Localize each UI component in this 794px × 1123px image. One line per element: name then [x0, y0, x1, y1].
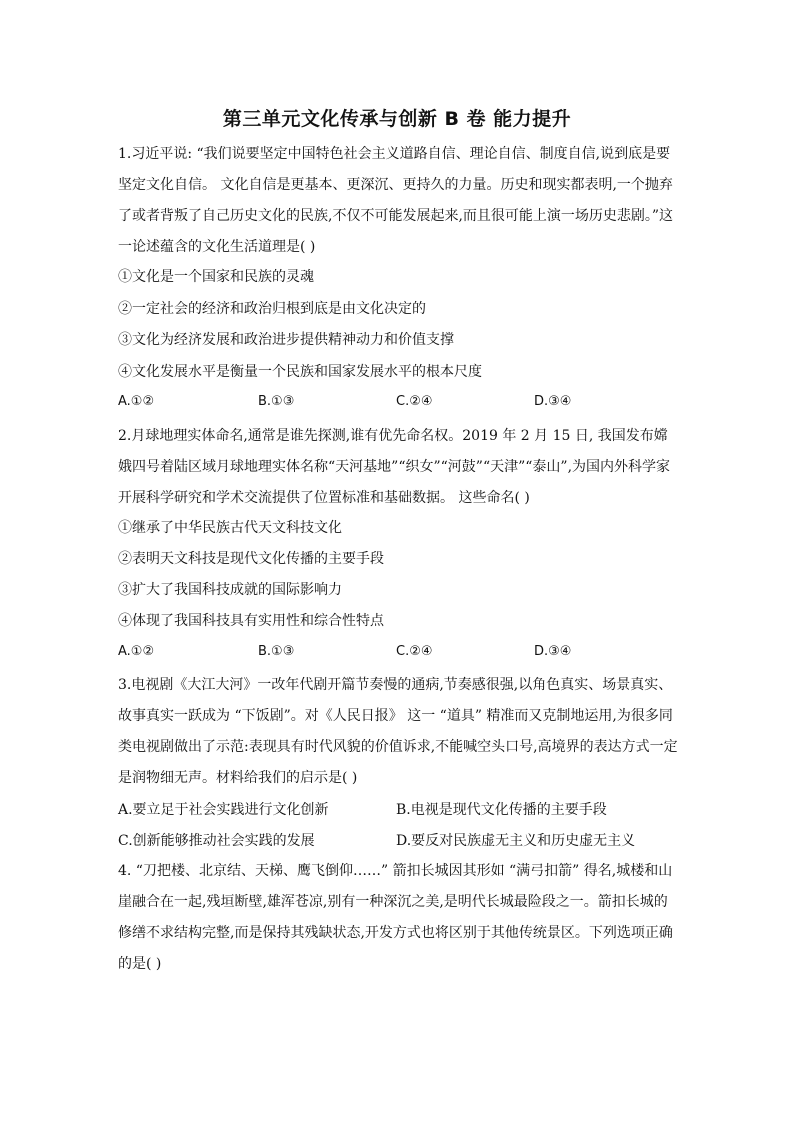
question-2-item-4: ④体现了我国科技具有实用性和综合性特点: [118, 613, 384, 629]
question-1-item-3: ③文化为经济发展和政治进步提供精神动力和价值支撑: [118, 332, 454, 348]
page-title: 第三单元文化传承与创新 B 卷 能力提升: [222, 108, 572, 130]
question-1-choice-c: C.②④: [396, 394, 433, 409]
question-1-item-4: ④文化发展水平是衡量一个民族和国家发展水平的根本尺度: [118, 364, 482, 380]
question-4-stem: 4. “刀把楼、北京结、天梯、鹰飞倒仰……” 箭扣长城因其形如 “满弓扣箭” 得名,城楼和山崖融合在一起,残垣断壁,雄浑苍凉,别有一种深沉之美,是明代长城最险段之一。箭扣长城的修缮不求结构完整,而是保持其残缺状态,开发方式也将区别于其他传统景区。下列选项正确的是( ): [118, 863, 673, 972]
question-2-choice-c: C.②④: [396, 644, 433, 659]
question-3-choices-row-2: [118, 830, 678, 850]
question-3-stem: 3.电视剧《大江大河》一改年代剧开篇节奏慢的通病,节奏感很强,以角色真实、场景真实、故事真实一跃成为 “下饭剧”。对《人民日报》 这一 “道具” 精准而又克制地运用,为很多同类电视剧做出了示范:表现具有时代风貌的价值诉求,不能喊空头口号,高境界的表达方式一定是润物细无声。材料给我们的启示是( ): [118, 677, 678, 786]
question-1-item-2: ②一定社会的经济和政治归根到底是由文化决定的: [118, 301, 426, 317]
question-2-stem: 2.月球地理实体命名,通常是谁先探测,谁有优先命名权。2019 年 2 月 15 日, 我国发布嫦娥四号着陆区域月球地理实体名称“天河基地”“织女”“河鼓”“天津”“泰山”,为国内外科学家开展科学研究和学术交流提供了位置标准和基础数据。 这些命名( ): [118, 428, 671, 506]
question-2-choice-b: B.①③: [258, 644, 295, 659]
question-1-choices: [118, 394, 678, 414]
question-1-choice-a: A.①②: [118, 394, 155, 409]
question-2-choices: [118, 644, 678, 664]
question-2-choice-d: D.③④: [534, 644, 572, 659]
question-3-choice-d: D.要反对民族虚无主义和历史虚无主义: [396, 833, 636, 849]
question-1-choice-d: D.③④: [534, 394, 572, 409]
question-1-choice-b: B.①③: [258, 394, 295, 409]
question-1-item-1: ①文化是一个国家和民族的灵魂: [118, 269, 314, 285]
question-2-choice-a: A.①②: [118, 644, 155, 659]
question-3-choice-b: B.电视是现代文化传播的主要手段: [396, 802, 607, 818]
question-3-choices-row-1: [118, 799, 678, 819]
question-2-item-1: ①继承了中华民族古代天文科技文化: [118, 520, 342, 536]
question-2-item-2: ②表明天文科技是现代文化传播的主要手段: [118, 551, 384, 567]
question-3-choice-c: C.创新能够推动社会实践的发展: [118, 833, 315, 849]
question-3-choice-a: A.要立足于社会实践进行文化创新: [118, 802, 329, 818]
question-2-item-3: ③扩大了我国科技成就的国际影响力: [118, 582, 342, 598]
question-1-stem: 1.习近平说: “我们说要坚定中国特色社会主义道路自信、理论自信、制度自信,说到底是要坚定文化自信。 文化自信是更基本、更深沉、更持久的力量。历史和现实都表明,一个抛弃了或者背叛了自己历史文化的民族,不仅不可能发展起来,而且很可能上演一场历史悲剧。”这一论述蕴含的文化生活道理是( ): [118, 146, 674, 255]
